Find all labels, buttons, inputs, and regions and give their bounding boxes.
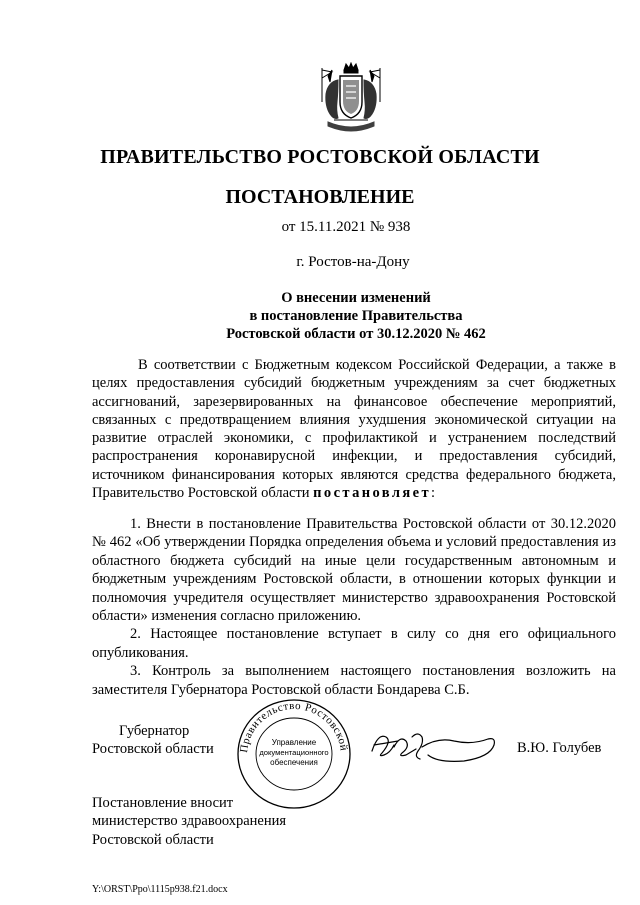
handwritten-signature xyxy=(368,727,498,765)
document-type: ПОСТАНОВЛЕНИЕ xyxy=(225,186,415,208)
stamp-outer-text: Правительство Ростовской xyxy=(238,699,350,754)
stamp-inner-line-2: документационного xyxy=(259,748,329,757)
resolution-item-3: 3. Контроль за выполнением настоящего постановления возложить на заместителя Губернатора Ростовской области Бондарева С.Б. xyxy=(92,663,616,698)
introduced-by-line-1: Постановление вносит xyxy=(92,795,234,811)
introduced-by-line-2: министерство здравоохранения xyxy=(92,813,287,830)
signatory-title-line-2: Ростовской области xyxy=(92,741,214,757)
document-city xyxy=(0,254,640,271)
preamble-end: : xyxy=(430,485,436,502)
stamp-inner-line-1: Управление xyxy=(271,738,317,747)
coat-of-arms-icon xyxy=(316,62,386,136)
document-subject xyxy=(0,289,640,343)
signatory-title-line-1: Губернатор xyxy=(119,723,190,739)
resolution-item-1: 1. Внести в постановление Правительства Ростовской области от 30.12.2020 № 462 «Об утверждении Порядка определения объема и условий предоставления из областного бюджета субсидий на иные цели государственным автономным и бюджетным учреждениям Ростовской области, в отношении которых функции и полномочия учредителя осуществляет министерство здравоохранения Ростовской области» изменения согласно приложению. xyxy=(92,516,616,625)
subject-line-1: О внесении изменений xyxy=(281,290,431,306)
date-number-text: от 15.11.2021 № 938 xyxy=(281,219,411,235)
preamble-paragraph xyxy=(92,356,616,502)
government-title: ПРАВИТЕЛЬСТВО РОСТОВСКОЙ ОБЛАСТИ xyxy=(100,146,540,168)
stamp-inner-line-3: обеспечения xyxy=(270,758,318,767)
preamble-text: В соответствии с Бюджетным кодексом Российской Федерации, а также в целях предоставления субсидий бюджетным учреждениям за счет бюджетных ассигнований, зарезервированных на финансовое обеспечение мероприятий, связанных с предотвращением влияния ухудшения экономической ситуации на развитие отраслей экономики, с профилактикой и устранением последствий распространения коронавирусной инфекции, и предоставления субсидий, источником финансирования которых являются средства федерального бюджета, Правительство Ростовской области xyxy=(92,357,616,502)
file-path-footer: Y:\ORST\Ppo\1115p938.f21.docx xyxy=(92,884,228,895)
signatory-name: В.Ю. Голубев xyxy=(517,740,602,756)
introduced-by-line-3: Ростовской области xyxy=(92,831,214,848)
introduced-by xyxy=(92,794,286,849)
signatory-title xyxy=(92,722,214,758)
preamble xyxy=(92,356,616,502)
resolution-items xyxy=(92,515,616,699)
resolution-item-2: 2. Настоящее постановление вступает в силу со дня его официального опубликования. xyxy=(92,626,616,661)
decree-word: постановляет xyxy=(313,485,431,502)
subject-line-3: Ростовской области от 30.12.2020 № 462 xyxy=(226,326,486,342)
subject-line-2: в постановление Правительства xyxy=(249,308,463,324)
document-date-number xyxy=(0,219,640,236)
city-text: г. Ростов-на-Дону xyxy=(296,254,410,270)
